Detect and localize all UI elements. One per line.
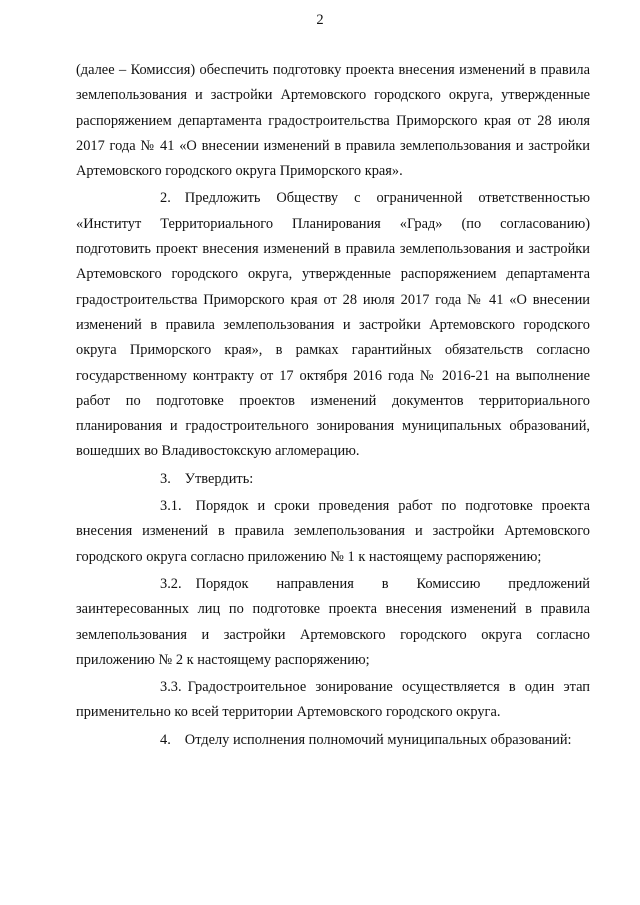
paragraph-3-2 [76,572,590,673]
paragraph-number: 3.2. [160,575,182,592]
paragraph-number: 3.1. [160,498,182,515]
paragraph-number: 3. [160,470,171,487]
paragraph-number: 2. [160,190,171,207]
paragraph-text: Порядок и сроки проведения работ по подготовке проекта внесения изменений в правила землепользования и застройки Артемовского городского округа согласно приложению № 1 к настоящему распоряжению; [76,498,590,565]
paragraph-number: 4. [160,731,171,748]
paragraph-3 [76,467,590,492]
document-body [76,58,590,753]
paragraph-4 [76,728,590,753]
paragraph-2 [76,186,590,464]
paragraph-continuation [76,58,590,184]
paragraph-number: 3.3. [160,679,182,696]
paragraph-text: (далее – Комиссия) обеспечить подготовку проекта внесения изменений в правила землепользования и застройки Артемовского городского округа, утвержденные распоряжением департамента градостроительства Приморского края от 28 июля 2017 года № 41 «О внесении изменений в правила землепользования и застройки Артемовского городского округа Приморского края». [76,62,590,180]
paragraph-text: Градостроительное зонирование осуществляется в один этап применительно ко всей территории Артемовского городского округа. [76,679,590,721]
paragraph-3-1 [76,494,590,570]
paragraph-text: Утвердить: [184,470,254,487]
paragraph-text: Предложить Обществу с ограниченной ответственностью «Институт Территориального Планирования «Град» (по согласованию) подготовить проект внесения изменений в правила землепользования и застройки Артемовского городского округа, утвержденные распоряжением департамента градостроительства Приморского края от 28 июля 2017 года № 41 «О внесении изменений в правила землепользования и застройки Артемовского городского округа Приморского края», в рамках гарантийных обязательств согласно государственному контракту от 17 октября 2016 года № 2016-21 на выполнение работ по подготовке проектов изменений документов территориального планирования и градостроительного зонирования муниципальных образований, вошедших во Владивостокскую агломерацию. [76,190,590,460]
paragraph-text: Порядок направления в Комиссию предложений заинтересованных лиц по подготовке проекта внесения изменений в правила землепользования и застройки Артемовского городского округа согласно приложению № 2 к настоящему распоряжению; [76,575,590,668]
paragraph-3-3 [76,675,590,726]
paragraph-text: Отделу исполнения полномочий муниципальных образований: [184,731,572,748]
page-number: 2 [316,12,324,28]
